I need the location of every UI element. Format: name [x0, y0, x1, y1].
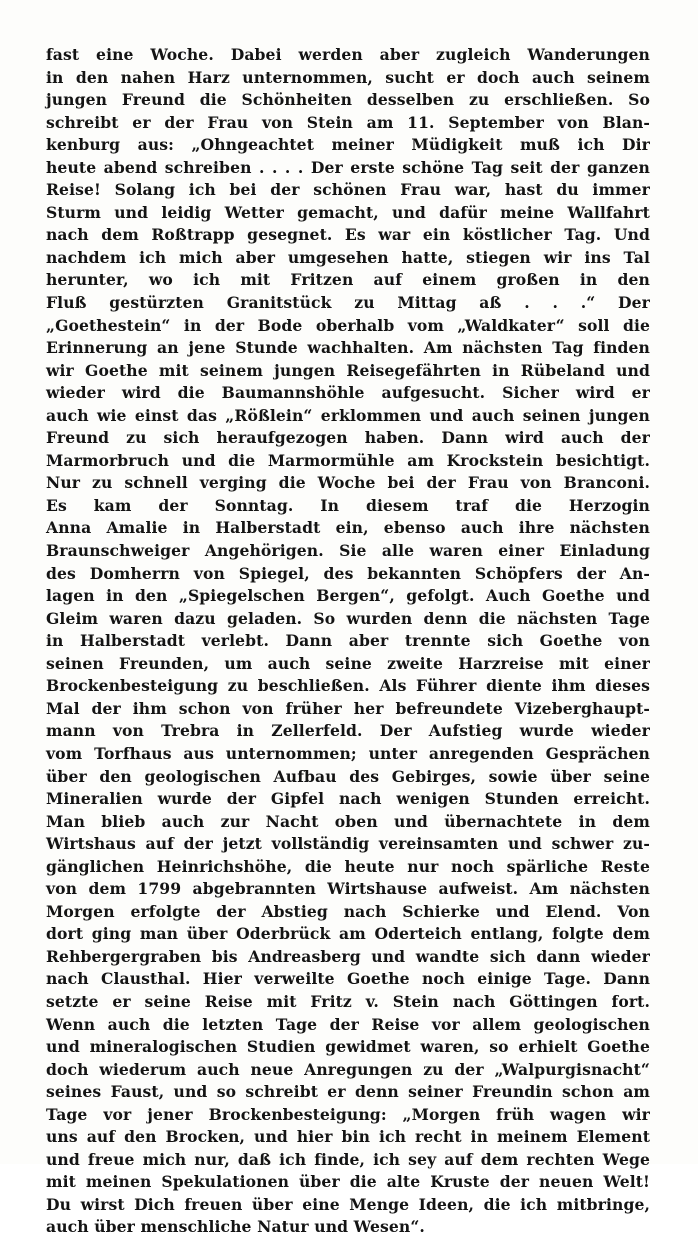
- text-line: Gleim waren dazu geladen. So wurden denn die nächsten Tage: [46, 608, 650, 628]
- text-line-last: auch über menschliche Natur und Wesen“.: [46, 1217, 425, 1237]
- text-line: und mineralogischen Studien gewidmet waren, so erhielt Goethe: [46, 1037, 650, 1057]
- text-line: Freund zu sich heraufgezogen haben. Dann wird auch der: [46, 428, 650, 448]
- text-line: „Goethestein“ in der Bode oberhalb vom „Waldkater“ soll die: [46, 315, 650, 335]
- text-line: Wenn auch die letzten Tage der Reise vor allem geologischen: [46, 1014, 650, 1034]
- text-line: mit meinen Spekulationen über die alte Kruste der neuen Welt!: [46, 1172, 650, 1192]
- text-line: Rehbergergraben bis Andreasberg und wandte sich dann wieder: [46, 946, 650, 966]
- text-line: Tage vor jener Brockenbesteigung: „Morgen früh wagen wir: [46, 1104, 650, 1124]
- text-line: schreibt er der Frau von Stein am 11. September von Blan-: [46, 112, 650, 132]
- text-line: mann von Trebra in Zellerfeld. Der Aufstieg wurde wieder: [46, 721, 650, 741]
- text-line: kenburg aus: „Ohngeachtet meiner Müdigkeit muß ich Dir: [46, 135, 650, 155]
- text-line: fast eine Woche. Dabei werden aber zugleich Wanderungen: [46, 45, 650, 64]
- text-line: vom Torfhaus aus unternommen; unter anregenden Gesprächen: [46, 743, 650, 763]
- text-line: Sturm und leidig Wetter gemacht, und dafür meine Wallfahrt: [46, 202, 650, 222]
- text-line: von dem 1799 abgebrannten Wirtshause aufweist. Am nächsten: [46, 879, 650, 899]
- article-text-column: [46, 44, 650, 1239]
- text-line: auch wie einst das „Rößlein“ erklommen und auch seinen jungen: [46, 405, 650, 425]
- text-line: Reise! Solang ich bei der schönen Frau war, hast du immer: [46, 180, 650, 200]
- text-line: des Domherrn von Spiegel, des bekannten Schöpfers der An-: [46, 563, 650, 583]
- text-line: Mineralien wurde der Gipfel nach wenigen Stunden erreicht.: [46, 789, 650, 809]
- text-line: Wirtshaus auf der jetzt vollständig vereinsamten und schwer zu-: [46, 834, 650, 854]
- text-line: in den nahen Harz unternommen, sucht er doch auch seinem: [46, 67, 650, 87]
- text-line: Marmorbruch und die Marmormühle am Krockstein besichtigt.: [46, 450, 650, 470]
- text-line: wieder wird die Baumannshöhle aufgesucht. Sicher wird er: [46, 383, 650, 403]
- text-line: Nur zu schnell verging die Woche bei der Frau von Branconi.: [46, 473, 650, 493]
- text-line: in Halberstadt verlebt. Dann aber trennte sich Goethe von: [46, 631, 650, 651]
- text-line: doch wiederum auch neue Anregungen zu der „Walpurgisnacht“: [46, 1059, 650, 1079]
- text-line: Anna Amalie in Halberstadt ein, ebenso auch ihre nächsten: [46, 518, 650, 538]
- text-line: und freue mich nur, daß ich finde, ich sey auf dem rechten Wege: [46, 1149, 650, 1169]
- text-line: Braunschweiger Angehörigen. Sie alle waren einer Einladung: [46, 541, 650, 561]
- text-line: uns auf den Brocken, und hier bin ich recht in meinem Element: [46, 1127, 650, 1147]
- text-line: dort ging man über Oderbrück am Oderteich entlang, folgte dem: [46, 924, 650, 944]
- text-line: setzte er seine Reise mit Fritz v. Stein nach Göttingen fort.: [46, 991, 650, 1011]
- text-line: herunter, wo ich mit Fritzen auf einem großen in den: [46, 270, 650, 290]
- text-line: seinen Freunden, um auch seine zweite Harzreise mit einer: [46, 653, 650, 673]
- text-line: Fluß gestürzten Granitstück zu Mittag aß . . .“ Der: [46, 293, 650, 313]
- text-line: Es kam der Sonntag. In diesem traf die Herzogin: [46, 495, 650, 515]
- text-line: Brockenbesteigung zu beschließen. Als Führer diente ihm dieses: [46, 676, 650, 696]
- text-line: wir Goethe mit seinem jungen Reisegefährten in Rübeland und: [46, 360, 650, 380]
- text-line: seines Faust, und so schreibt er denn seiner Freundin schon am: [46, 1082, 650, 1102]
- text-line: gänglichen Heinrichshöhe, die heute nur noch spärliche Reste: [46, 856, 650, 876]
- text-line: Morgen erfolgte der Abstieg nach Schierke und Elend. Von: [46, 901, 650, 921]
- text-line: Man blieb auch zur Nacht oben und übernachtete in dem: [46, 811, 650, 831]
- text-line: Du wirst Dich freuen über eine Menge Ideen, die ich mitbringe,: [46, 1194, 650, 1214]
- text-line: nach Clausthal. Hier verweilte Goethe noch einige Tage. Dann: [46, 969, 650, 989]
- text-line: über den geologischen Aufbau des Gebirges, sowie über seine: [46, 766, 650, 786]
- text-line: Erinnerung an jene Stunde wachhalten. Am nächsten Tag finden: [46, 338, 650, 358]
- text-line: Mal der ihm schon von früher her befreundete Vizeberghaupt-: [46, 698, 650, 718]
- text-line: lagen in den „Spiegelschen Bergen“, gefolgt. Auch Goethe und: [46, 586, 650, 606]
- text-line: heute abend schreiben . . . . Der erste schöne Tag seit der ganzen: [46, 157, 650, 177]
- text-line: nach dem Roßtrapp gesegnet. Es war ein köstlicher Tag. Und: [46, 225, 650, 245]
- text-line: nachdem ich mich aber umgesehen hatte, stiegen wir ins Tal: [46, 247, 650, 267]
- text-line: jungen Freund die Schönheiten desselben zu erschließen. So: [46, 90, 650, 110]
